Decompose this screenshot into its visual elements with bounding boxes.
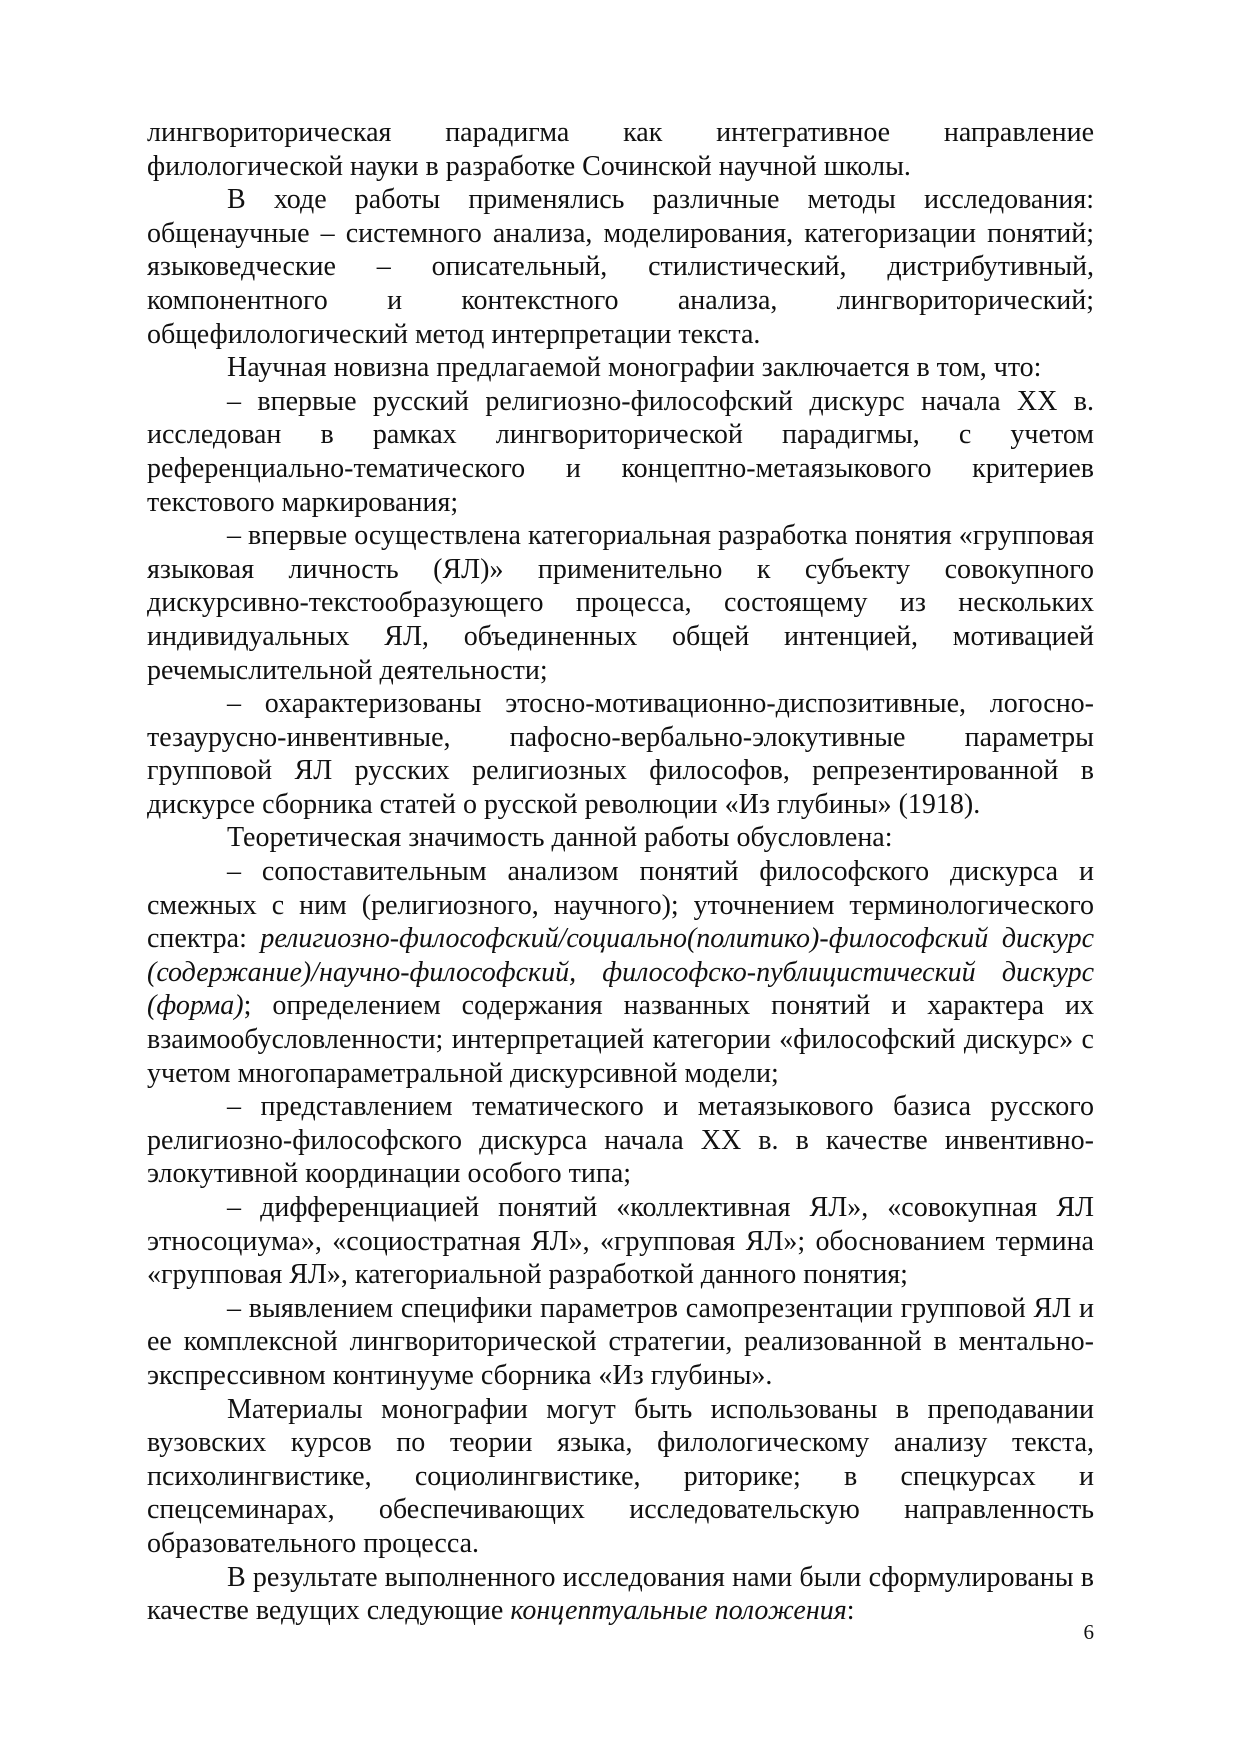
italic-terms: религиозно-философский/социально(политико)-философский дискурс (содержание)/научно-философский, философско-публицистический дискурс (форма) <box>147 923 1095 1022</box>
text-run: ; определением содержания названных понятий и характера их взаимообусловленности; интерпретацией категории «философский дискурс» с учетом многопараметральной дискурсивной модели; <box>147 990 1094 1089</box>
italic-phrase: концептуальные положения <box>510 1595 847 1627</box>
paragraph-conclusions <box>147 1561 1094 1628</box>
paragraph-novelty-item-3: – охарактеризованы этосно-мотивационно-диспозитивные, логосно-тезаурусно-инвентивные, пафосно-вербально-элокутивные параметры групповой ЯЛ русских религиозных философов, репрезентированной в дискурсе сборника статей о русской революции «Из глубины» (1918). <box>147 688 1094 820</box>
text-run: : <box>846 1595 855 1627</box>
paragraph-significance-item-2: – представлением тематического и метаязыкового базиса русского религиозно-философского дискурса начала ХХ в. в качестве инвентивно-элокутивной координации особого типа; <box>147 1091 1094 1190</box>
paragraph-significance-item-1 <box>147 855 1094 1090</box>
paragraph-continuation: лингвориторическая парадигма как интегративное направление филологической науки в разработке Сочинской научной школы. <box>147 117 1094 182</box>
text-run: – сопоставительным анализом понятий философского дискурса и смежных с ним (религиозного, научного); уточнением терминологического спектра: <box>147 856 1094 955</box>
paragraph-practical-use: Материалы монографии могут быть использованы в преподавании вузовских курсов по теории языка, филологическому анализу текста, психолингвистике, социолингвистике, риторике; в спецкурсах и спецсеминарах, обеспечивающих исследовательскую направленность образовательного процесса. <box>147 1393 1094 1559</box>
paragraph-significance-item-4: – выявлением специфики параметров самопрезентации групповой ЯЛ и ее комплексной лингвориторической стратегии, реализованной в ментально-экспрессивном континууме сборника «Из глубины». <box>147 1292 1094 1391</box>
page-number: 6 <box>1083 1620 1094 1644</box>
paragraph-novelty-item-1: – впервые русский религиозно-философский дискурс начала ХХ в. исследован в рамках лингвориторической парадигмы, с учетом референциально-тематического и концептно-метаязыкового критериев текстового маркирования; <box>147 385 1094 518</box>
paragraph-novelty-item-2: – впервые осуществлена категориальная разработка понятия «групповая языковая личность (ЯЛ)» применительно к субъекту совокупного дискурсивно-текстообразующего процесса, состоящему из нескольких индивидуальных ЯЛ, объединенных общей интенцией, мотивацией речемыслительной деятельности; <box>147 520 1094 686</box>
paragraph-significance-item-3: – дифференциацией понятий «коллективная ЯЛ», «совокупная ЯЛ этносоциума», «социостратная ЯЛ», «групповая ЯЛ»; обоснованием термина «групповая ЯЛ», категориальной разработкой данного понятия; <box>147 1192 1094 1291</box>
paragraph-significance-intro: Теоретическая значимость данной работы обусловлена: <box>227 822 893 854</box>
text-run: В результате выполненного исследования нами были сформулированы в качестве ведущих следующие <box>147 1561 1094 1627</box>
paragraph-novelty-intro: Научная новизна предлагаемой монографии заключается в том, что: <box>227 352 1042 384</box>
page-body <box>147 116 1094 1628</box>
paragraph-methods: В ходе работы применялись различные методы исследования: общенаучные – системного анализа, моделирования, категоризации понятий; языковедческие – описательный, стилистический, дистрибутивный, компонентного и контекстного анализа, лингвориторический; общефилологический метод интерпретации текста. <box>147 184 1094 350</box>
